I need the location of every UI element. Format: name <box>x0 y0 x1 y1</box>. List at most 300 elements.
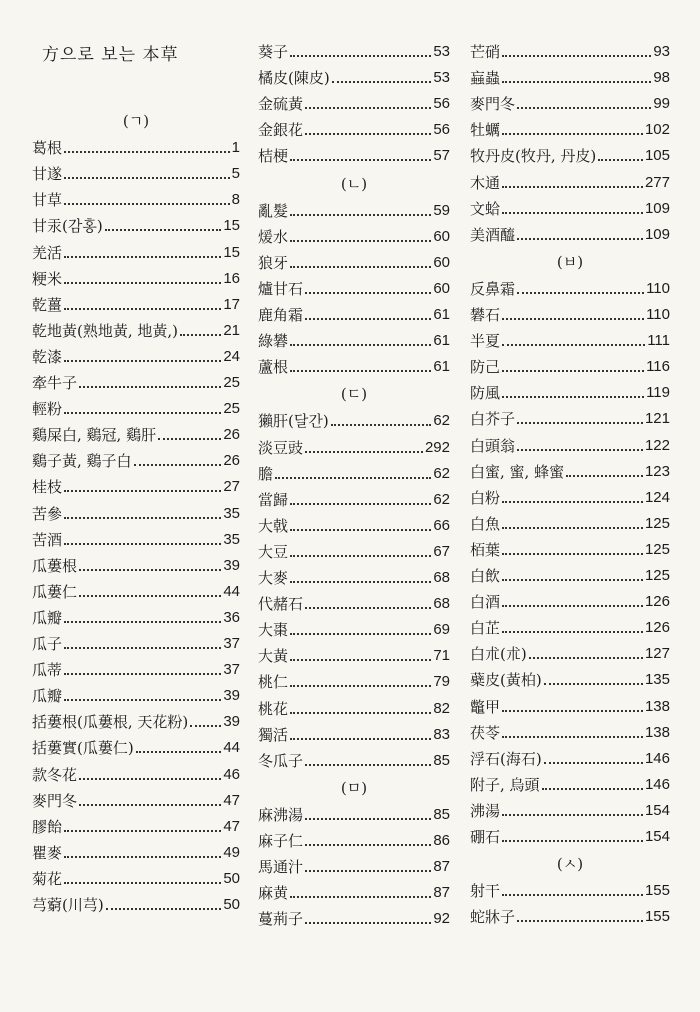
leader-dots <box>64 621 221 623</box>
entry-page-number: 68 <box>433 569 450 586</box>
entry-label: 白飲 <box>470 567 501 585</box>
leader-dots <box>305 133 431 135</box>
entry-page-number: 46 <box>223 765 240 783</box>
entry-page-number: 124 <box>644 488 670 506</box>
entry-label: 大戟 <box>258 516 289 535</box>
leader-dots <box>290 159 431 161</box>
index-entry <box>470 773 670 795</box>
index-entry <box>258 225 450 247</box>
entry-page-number: 116 <box>646 358 670 376</box>
entry-label: 白粉 <box>470 488 501 507</box>
leader-dots <box>502 527 643 529</box>
entry-label: 鷄子黃, 鷄子白 <box>32 452 132 471</box>
index-entry <box>258 881 450 903</box>
leader-dots <box>305 292 431 294</box>
section-heading: (ㄴ) <box>340 174 368 193</box>
index-entry <box>470 303 670 325</box>
entry-label: 瓜瓣 <box>32 687 63 706</box>
leader-dots <box>517 292 644 294</box>
index-entry <box>258 462 450 484</box>
entry-page-number: 62 <box>433 412 450 430</box>
leader-dots <box>275 477 431 479</box>
leader-dots <box>106 908 222 910</box>
index-entry <box>258 409 450 431</box>
index-entry <box>470 799 670 821</box>
leader-dots <box>305 318 431 320</box>
entry-label: 淡豆豉 <box>258 438 304 457</box>
leader-dots <box>290 685 431 687</box>
leader-dots <box>290 55 431 57</box>
index-entry <box>258 803 450 825</box>
leader-dots <box>290 633 431 635</box>
entry-page-number: 105 <box>644 147 670 165</box>
entry-page-number: 60 <box>433 253 450 271</box>
leader-dots <box>332 81 432 83</box>
entry-page-number: 39 <box>223 687 240 705</box>
entry-label: 瓜蒂 <box>32 661 63 680</box>
leader-dots <box>305 451 423 453</box>
section-heading: (ㅅ) <box>556 855 584 874</box>
entry-label: 桃花 <box>258 699 289 718</box>
section-heading: (ㅁ) <box>340 778 368 797</box>
entry-label: 礬石 <box>470 306 501 324</box>
index-entry <box>32 606 240 628</box>
leader-dots <box>64 360 221 362</box>
index-entry <box>470 355 670 377</box>
entry-label: 綠礬 <box>258 332 289 351</box>
leader-dots <box>79 778 221 780</box>
index-entry <box>32 841 240 863</box>
leader-dots <box>64 412 221 414</box>
entry-label: 鹿角霜 <box>258 306 304 324</box>
entry-page-number: 71 <box>433 647 450 665</box>
entry-page-number: 56 <box>433 95 450 113</box>
leader-dots <box>502 133 643 135</box>
leader-dots <box>502 736 643 738</box>
index-entry <box>32 188 240 210</box>
leader-dots <box>502 894 643 896</box>
entry-label: 冬瓜子 <box>258 751 304 770</box>
index-entry <box>470 460 670 482</box>
leader-dots <box>64 256 221 258</box>
index-entry <box>32 815 240 837</box>
entry-label: 栢葉 <box>470 540 501 559</box>
section-heading: (ㅂ) <box>556 252 584 271</box>
entry-page-number: 8 <box>231 191 240 209</box>
entry-page-number: 135 <box>644 671 670 689</box>
entry-label: 葛根 <box>32 139 63 158</box>
leader-dots <box>502 344 645 346</box>
leader-dots <box>502 553 643 555</box>
leader-dots <box>305 922 431 924</box>
entry-page-number: 25 <box>223 400 240 418</box>
leader-dots <box>64 490 221 492</box>
entry-label: 牧丹皮(牧丹, 丹皮) <box>470 147 597 166</box>
index-entry <box>258 907 450 929</box>
entry-page-number: 57 <box>433 147 450 165</box>
index-entry <box>470 512 670 534</box>
entry-page-number: 47 <box>223 791 240 809</box>
entry-page-number: 99 <box>653 95 670 113</box>
entry-label: 防風 <box>470 384 501 403</box>
index-entry <box>32 214 240 236</box>
entry-page-number: 47 <box>223 817 240 835</box>
entry-page-number: 17 <box>223 295 240 313</box>
leader-dots <box>290 712 431 714</box>
index-entry <box>470 118 670 140</box>
leader-dots <box>517 107 651 109</box>
leader-dots <box>290 214 431 216</box>
entry-label: 麥門冬 <box>470 95 516 114</box>
index-entry <box>258 66 450 88</box>
entry-page-number: 35 <box>223 504 240 522</box>
leader-dots <box>305 818 431 820</box>
index-entry <box>470 144 670 166</box>
entry-label: 文蛤 <box>470 199 501 218</box>
leader-dots <box>517 422 643 424</box>
entry-page-number: 69 <box>433 621 450 639</box>
entry-label: 蛇牀子 <box>470 908 516 927</box>
entry-page-number: 123 <box>644 462 670 480</box>
entry-label: 橘皮(陳皮) <box>258 69 330 88</box>
entry-page-number: 82 <box>433 699 450 717</box>
entry-label: 大麥 <box>258 569 289 587</box>
index-entry <box>470 171 670 193</box>
index-entry <box>470 747 670 769</box>
entry-label: 大豆 <box>258 542 289 561</box>
entry-label: 防己 <box>470 358 501 377</box>
entry-label: 附子, 烏頭 <box>470 775 540 794</box>
entry-page-number: 138 <box>644 723 670 741</box>
entry-page-number: 15 <box>223 217 240 235</box>
index-entry <box>470 695 670 717</box>
entry-page-number: 37 <box>223 635 240 652</box>
leader-dots <box>305 107 431 109</box>
section-heading: (ㄱ) <box>122 112 150 130</box>
leader-dots <box>290 659 431 661</box>
entry-label: 當歸 <box>258 490 289 509</box>
entry-label: 鷄屎白, 鷄冠, 鷄肝 <box>32 426 157 445</box>
leader-dots <box>290 266 431 268</box>
entry-label: 白蜜, 蜜, 蜂蜜 <box>470 462 565 481</box>
leader-dots <box>64 282 221 284</box>
entry-label: 美酒醯 <box>470 225 516 244</box>
entry-page-number: 26 <box>223 426 240 444</box>
entry-label: 獨活 <box>258 725 289 744</box>
entry-label: 羌活 <box>32 243 63 262</box>
index-entry <box>470 197 670 219</box>
leader-dots <box>79 386 221 388</box>
entry-label: 亂髮 <box>258 201 289 220</box>
index-entry <box>470 66 670 88</box>
index-entry <box>32 162 240 184</box>
leader-dots <box>305 844 431 846</box>
leader-dots <box>290 529 431 531</box>
index-entry <box>32 267 240 289</box>
leader-dots <box>502 631 643 633</box>
entry-label: 大黃 <box>258 647 289 666</box>
entry-page-number: 60 <box>433 279 450 297</box>
entry-label: 桔梗 <box>258 147 289 166</box>
entry-page-number: 44 <box>223 582 240 600</box>
leader-dots <box>190 725 221 727</box>
leader-dots <box>64 308 221 310</box>
entry-label: 蔓荊子 <box>258 910 304 929</box>
entry-page-number: 126 <box>644 593 670 611</box>
index-entry <box>258 566 450 588</box>
entry-page-number: 53 <box>433 43 450 60</box>
leader-dots <box>134 464 222 466</box>
entry-label: 煖水 <box>258 227 289 246</box>
index-entry <box>32 449 240 471</box>
index-entry <box>32 528 240 550</box>
entry-label: 白芥子 <box>470 410 516 429</box>
entry-label: 瓜蔞仁 <box>32 582 78 601</box>
entry-label: 瓜子 <box>32 635 63 653</box>
entry-label: 瞿麥 <box>32 843 63 862</box>
entry-label: 輕粉 <box>32 400 63 419</box>
entry-label: 馬通汁 <box>258 858 304 877</box>
entry-label: 苦參 <box>32 504 63 523</box>
entry-label: 茯苓 <box>470 723 501 742</box>
index-entry <box>258 514 450 536</box>
entry-page-number: 68 <box>433 595 450 613</box>
index-entry <box>32 241 240 263</box>
leader-dots <box>290 503 431 505</box>
index-entry <box>32 554 240 576</box>
entry-page-number: 36 <box>223 608 240 626</box>
entry-label: 爐甘石 <box>258 279 304 298</box>
index-entry <box>32 789 240 811</box>
entry-label: 乾地黃(熟地黃, 地黃,) <box>32 321 179 340</box>
entry-label: 白魚 <box>470 514 501 533</box>
leader-dots <box>502 81 651 83</box>
entry-label: 代赭石 <box>258 595 304 614</box>
index-entry <box>258 829 450 851</box>
entry-label: 白頭翁 <box>470 436 516 455</box>
leader-dots <box>158 438 221 440</box>
leader-dots <box>64 203 230 205</box>
entry-label: 瓜瓣 <box>32 608 63 627</box>
entry-page-number: 83 <box>433 725 450 743</box>
entry-page-number: 62 <box>433 464 450 482</box>
entry-label: 蝱蟲 <box>470 69 501 88</box>
entry-label: 桃仁 <box>258 673 289 692</box>
index-entry <box>470 277 670 299</box>
leader-dots <box>180 334 221 336</box>
entry-page-number: 53 <box>433 69 450 87</box>
entry-page-number: 24 <box>223 347 240 365</box>
entry-page-number: 85 <box>433 751 450 769</box>
leader-dots <box>502 186 643 188</box>
leader-dots <box>502 710 643 712</box>
index-entry <box>32 658 240 680</box>
index-entry <box>32 867 240 889</box>
entry-page-number: 62 <box>433 490 450 508</box>
entry-label: 括蔞根(瓜蔞根, 天花粉) <box>32 713 189 732</box>
entry-page-number: 292 <box>424 438 450 456</box>
leader-dots <box>290 555 431 557</box>
leader-dots <box>305 607 431 609</box>
leader-dots <box>79 569 221 571</box>
leader-dots <box>542 788 643 790</box>
entry-page-number: 15 <box>223 243 240 261</box>
leader-dots <box>290 344 431 346</box>
entry-label: 甘汞(감홍) <box>32 217 103 236</box>
leader-dots <box>64 517 221 519</box>
index-entry <box>470 486 670 508</box>
index-entry <box>470 223 670 245</box>
index-entry <box>258 144 450 166</box>
entry-page-number: 39 <box>223 556 240 574</box>
entry-label: 金硫黃 <box>258 95 304 114</box>
entry-page-number: 49 <box>223 843 240 861</box>
index-entry <box>470 879 670 901</box>
index-entry <box>470 40 670 62</box>
entry-label: 牡蠣 <box>470 121 501 140</box>
index-entry <box>258 618 450 640</box>
index-entry <box>470 538 670 560</box>
index-entry <box>258 723 450 745</box>
entry-page-number: 155 <box>644 908 670 926</box>
entry-page-number: 98 <box>653 69 670 87</box>
leader-dots <box>290 370 431 372</box>
index-entry <box>470 721 670 743</box>
entry-label: 沸湯 <box>470 801 501 820</box>
entry-page-number: 277 <box>644 173 670 191</box>
index-entry <box>258 436 450 458</box>
entry-page-number: 110 <box>646 279 670 297</box>
leader-dots <box>290 738 431 740</box>
entry-page-number: 125 <box>644 514 670 532</box>
entry-page-number: 35 <box>223 530 240 548</box>
entry-page-number: 92 <box>433 910 450 928</box>
index-entry <box>258 670 450 692</box>
index-entry <box>32 893 240 915</box>
entry-label: 白芷 <box>470 619 501 638</box>
entry-label: 菊花 <box>32 869 63 888</box>
entry-page-number: 5 <box>231 165 240 183</box>
index-entry <box>258 540 450 562</box>
entry-label: 射干 <box>470 882 501 901</box>
index-entry <box>258 40 450 62</box>
index-entry <box>470 668 670 690</box>
index-entry <box>470 564 670 586</box>
leader-dots <box>502 501 643 503</box>
index-entry <box>32 684 240 706</box>
entry-label: 獺肝(달간) <box>258 412 329 431</box>
index-entry <box>32 423 240 445</box>
index-entry <box>32 632 240 654</box>
entry-page-number: 109 <box>644 225 670 243</box>
leader-dots <box>290 240 431 242</box>
index-entry <box>258 118 450 140</box>
entry-label: 木通 <box>470 173 501 192</box>
entry-page-number: 27 <box>223 478 240 496</box>
index-entry <box>32 136 240 158</box>
leader-dots <box>566 475 643 477</box>
index-entry <box>32 397 240 419</box>
entry-page-number: 66 <box>433 516 450 534</box>
entry-page-number: 25 <box>223 374 240 391</box>
index-entry <box>470 407 670 429</box>
entry-label: 膽 <box>258 464 274 483</box>
entry-page-number: 154 <box>644 828 670 845</box>
entry-label: 括蔞實(瓜蔞仁) <box>32 739 134 758</box>
entry-page-number: 125 <box>644 540 670 558</box>
leader-dots <box>502 55 651 57</box>
entry-label: 甘草 <box>32 191 63 210</box>
entry-label: 甘遂 <box>32 165 63 184</box>
entry-label: 芒硝 <box>470 43 501 61</box>
entry-page-number: 61 <box>433 358 450 376</box>
leader-dots <box>305 764 431 766</box>
leader-dots <box>136 751 222 753</box>
index-entry <box>258 92 450 114</box>
entry-page-number: 79 <box>433 673 450 691</box>
entry-page-number: 121 <box>644 410 670 428</box>
leader-dots <box>105 229 222 231</box>
leader-dots <box>64 882 221 884</box>
leader-dots <box>64 151 230 153</box>
index-entry <box>258 199 450 221</box>
leader-dots <box>79 804 221 806</box>
leader-dots <box>502 396 644 398</box>
leader-dots <box>517 449 643 451</box>
entry-page-number: 125 <box>644 567 670 584</box>
entry-label: 麥門冬 <box>32 791 78 810</box>
index-entry <box>258 303 450 325</box>
entry-page-number: 110 <box>646 306 670 323</box>
entry-label: 白朮(朮) <box>470 645 527 664</box>
leader-dots <box>502 370 644 372</box>
leader-dots <box>544 683 643 685</box>
entry-label: 麻沸湯 <box>258 805 304 824</box>
leader-dots <box>529 657 643 659</box>
index-entry <box>258 251 450 273</box>
index-entry <box>258 488 450 510</box>
entry-page-number: 154 <box>644 801 670 819</box>
index-entry <box>258 749 450 771</box>
index-entry <box>258 644 450 666</box>
entry-label: 硼石 <box>470 828 501 846</box>
leader-dots <box>64 177 230 179</box>
entry-label: 鼈甲 <box>470 697 501 716</box>
index-entry <box>258 329 450 351</box>
index-entry <box>470 590 670 612</box>
leader-dots <box>64 856 221 858</box>
entry-page-number: 39 <box>223 713 240 731</box>
entry-page-number: 87 <box>433 858 450 876</box>
index-entry <box>32 736 240 758</box>
index-entry <box>470 329 670 351</box>
leader-dots <box>544 762 643 764</box>
entry-page-number: 61 <box>433 332 450 350</box>
entry-label: 白酒 <box>470 593 501 612</box>
entry-label: 狼牙 <box>258 253 289 272</box>
leader-dots <box>64 830 221 832</box>
entry-page-number: 146 <box>644 749 670 767</box>
entry-label: 粳米 <box>32 269 63 288</box>
entry-page-number: 67 <box>433 542 450 560</box>
entry-label: 蘗皮(黃柏) <box>470 671 542 690</box>
index-entry <box>470 616 670 638</box>
index-entry <box>470 92 670 114</box>
entry-label: 膠飴 <box>32 817 63 836</box>
entry-label: 瓜蔞根 <box>32 556 78 575</box>
index-entry <box>32 293 240 315</box>
leader-dots <box>502 318 644 320</box>
